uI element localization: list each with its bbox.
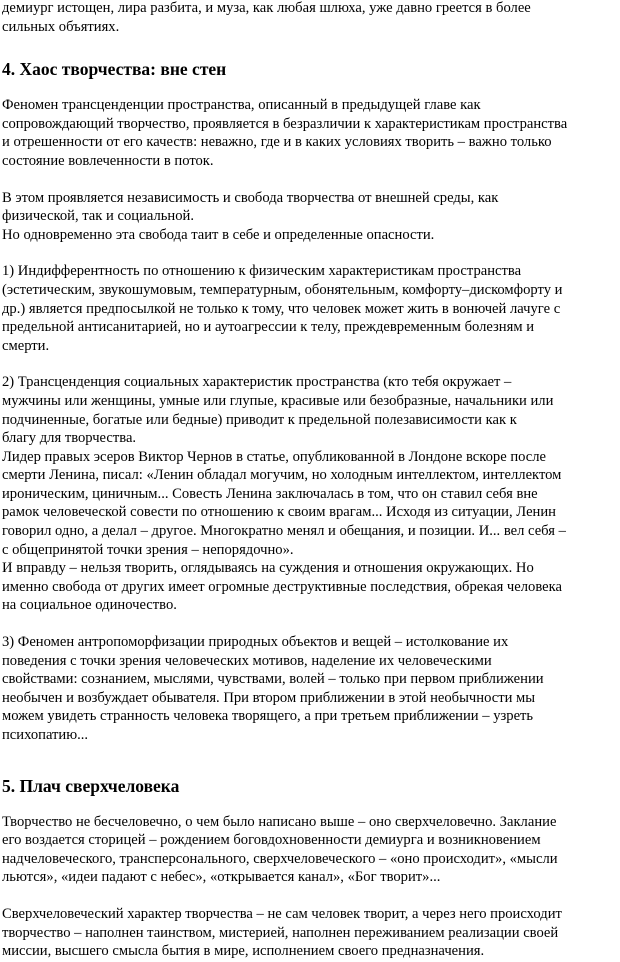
section-4-heading: 4. Хаос творчества: вне стен (2, 59, 227, 80)
section-5-paragraph-1: Творчество не бесчеловечно, о чем было написано выше – оно сверхчеловечно. Заклание его воздается сторицей – рождением боговдохновенности демиурга и возникновением надчеловеческого, трансперсонального, сверхчеловеческого – «оно происходит», «мысли льются», «идеи падают с небес», «открывается канал», «Бог творит»... (2, 813, 558, 886)
section-4-paragraph-5: 3) Феномен антропоморфизации природных объектов и вещей – истолкование их поведения с точки зрения человеческих мотивов, наделение их человеческими свойствами: сознанием, мыслями, чувствами, волей – только при первом приближении необычен и возбуждает обывателя. При втором приближении в этой необычности мы можем увидеть странность человека творящего, а при третьем приближении – узреть психопатию... (2, 634, 544, 743)
section-4-paragraph-1: Феномен трансценденции пространства, описанный в предыдущей главе как сопровождающий творчество, проявляется в безразличии к характеристикам пространства и отрешенности от его качеств: неважно, где и в каких условиях творить – важно только состояние вовлеченности в поток. (2, 97, 568, 169)
intro-paragraph: демиург истощен, лира разбита, и муза, как любая шлюха, уже давно греется в более сильных объятиях. (2, 0, 531, 35)
section-4-paragraph-2: В этом проявляется независимость и свобода творчества от внешней среды, как физической, так и социальной. Но одновременно эта свобода таит в себе и определенные опасности. (2, 189, 499, 243)
section-4-paragraph-3: 1) Индифферентность по отношению к физическим характеристикам пространства (эстетическим, звукошумовым, температурным, обонятельным, комфорту–дискомфорту и др.) является предпосылкой не только к тому, что человек может жить в вонючей лачуге с предельной антисанитарией, но и аутоагрессии к телу, преждевременным болезням и смерти. (2, 263, 563, 354)
section-5-heading: 5. Плач сверхчеловека (2, 775, 180, 796)
section-5-paragraph-2: Сверхчеловеческий характер творчества – не сам человек творит, а через него происходит творчество – наполнен таинством, мистерией, наполнен переживанием реализации своей миссии, высшего смысла бытия в мире, исполнением своего предназначения. (2, 905, 562, 960)
section-4-paragraph-4: 2) Трансценденция социальных характеристик пространства (кто тебя окружает – мужчины или женщины, умные или глупые, красивые или безобразные, начальники или подчиненные, богатые или бедные) приводит к предельной полезависимости как к благу для творчества. Лидер правых эсеров Виктор Чернов в статье, опубликованной в Лондоне вскоре после смерти Ленина, писал: «Ленин обладал могучим, но холодным интеллектом, интеллектом ироническим, циничным... Совесть Ленина заключалась в том, что он ставил себя вне рамок человеческой совести по отношению к своим врагам... Исходя из ситуации, Ленин говорил одно, а делал – другое. Многократно менял и обещания, и позиции. И... вел себя – с общепринятой точки зрения – непорядочно». И вправду – нельзя творить, оглядываясь на суждения и отношения окружающих. Но именно свобода от других имеет огромные деструктивные последствия, обрекая человека на социальное одиночество. (2, 374, 566, 614)
